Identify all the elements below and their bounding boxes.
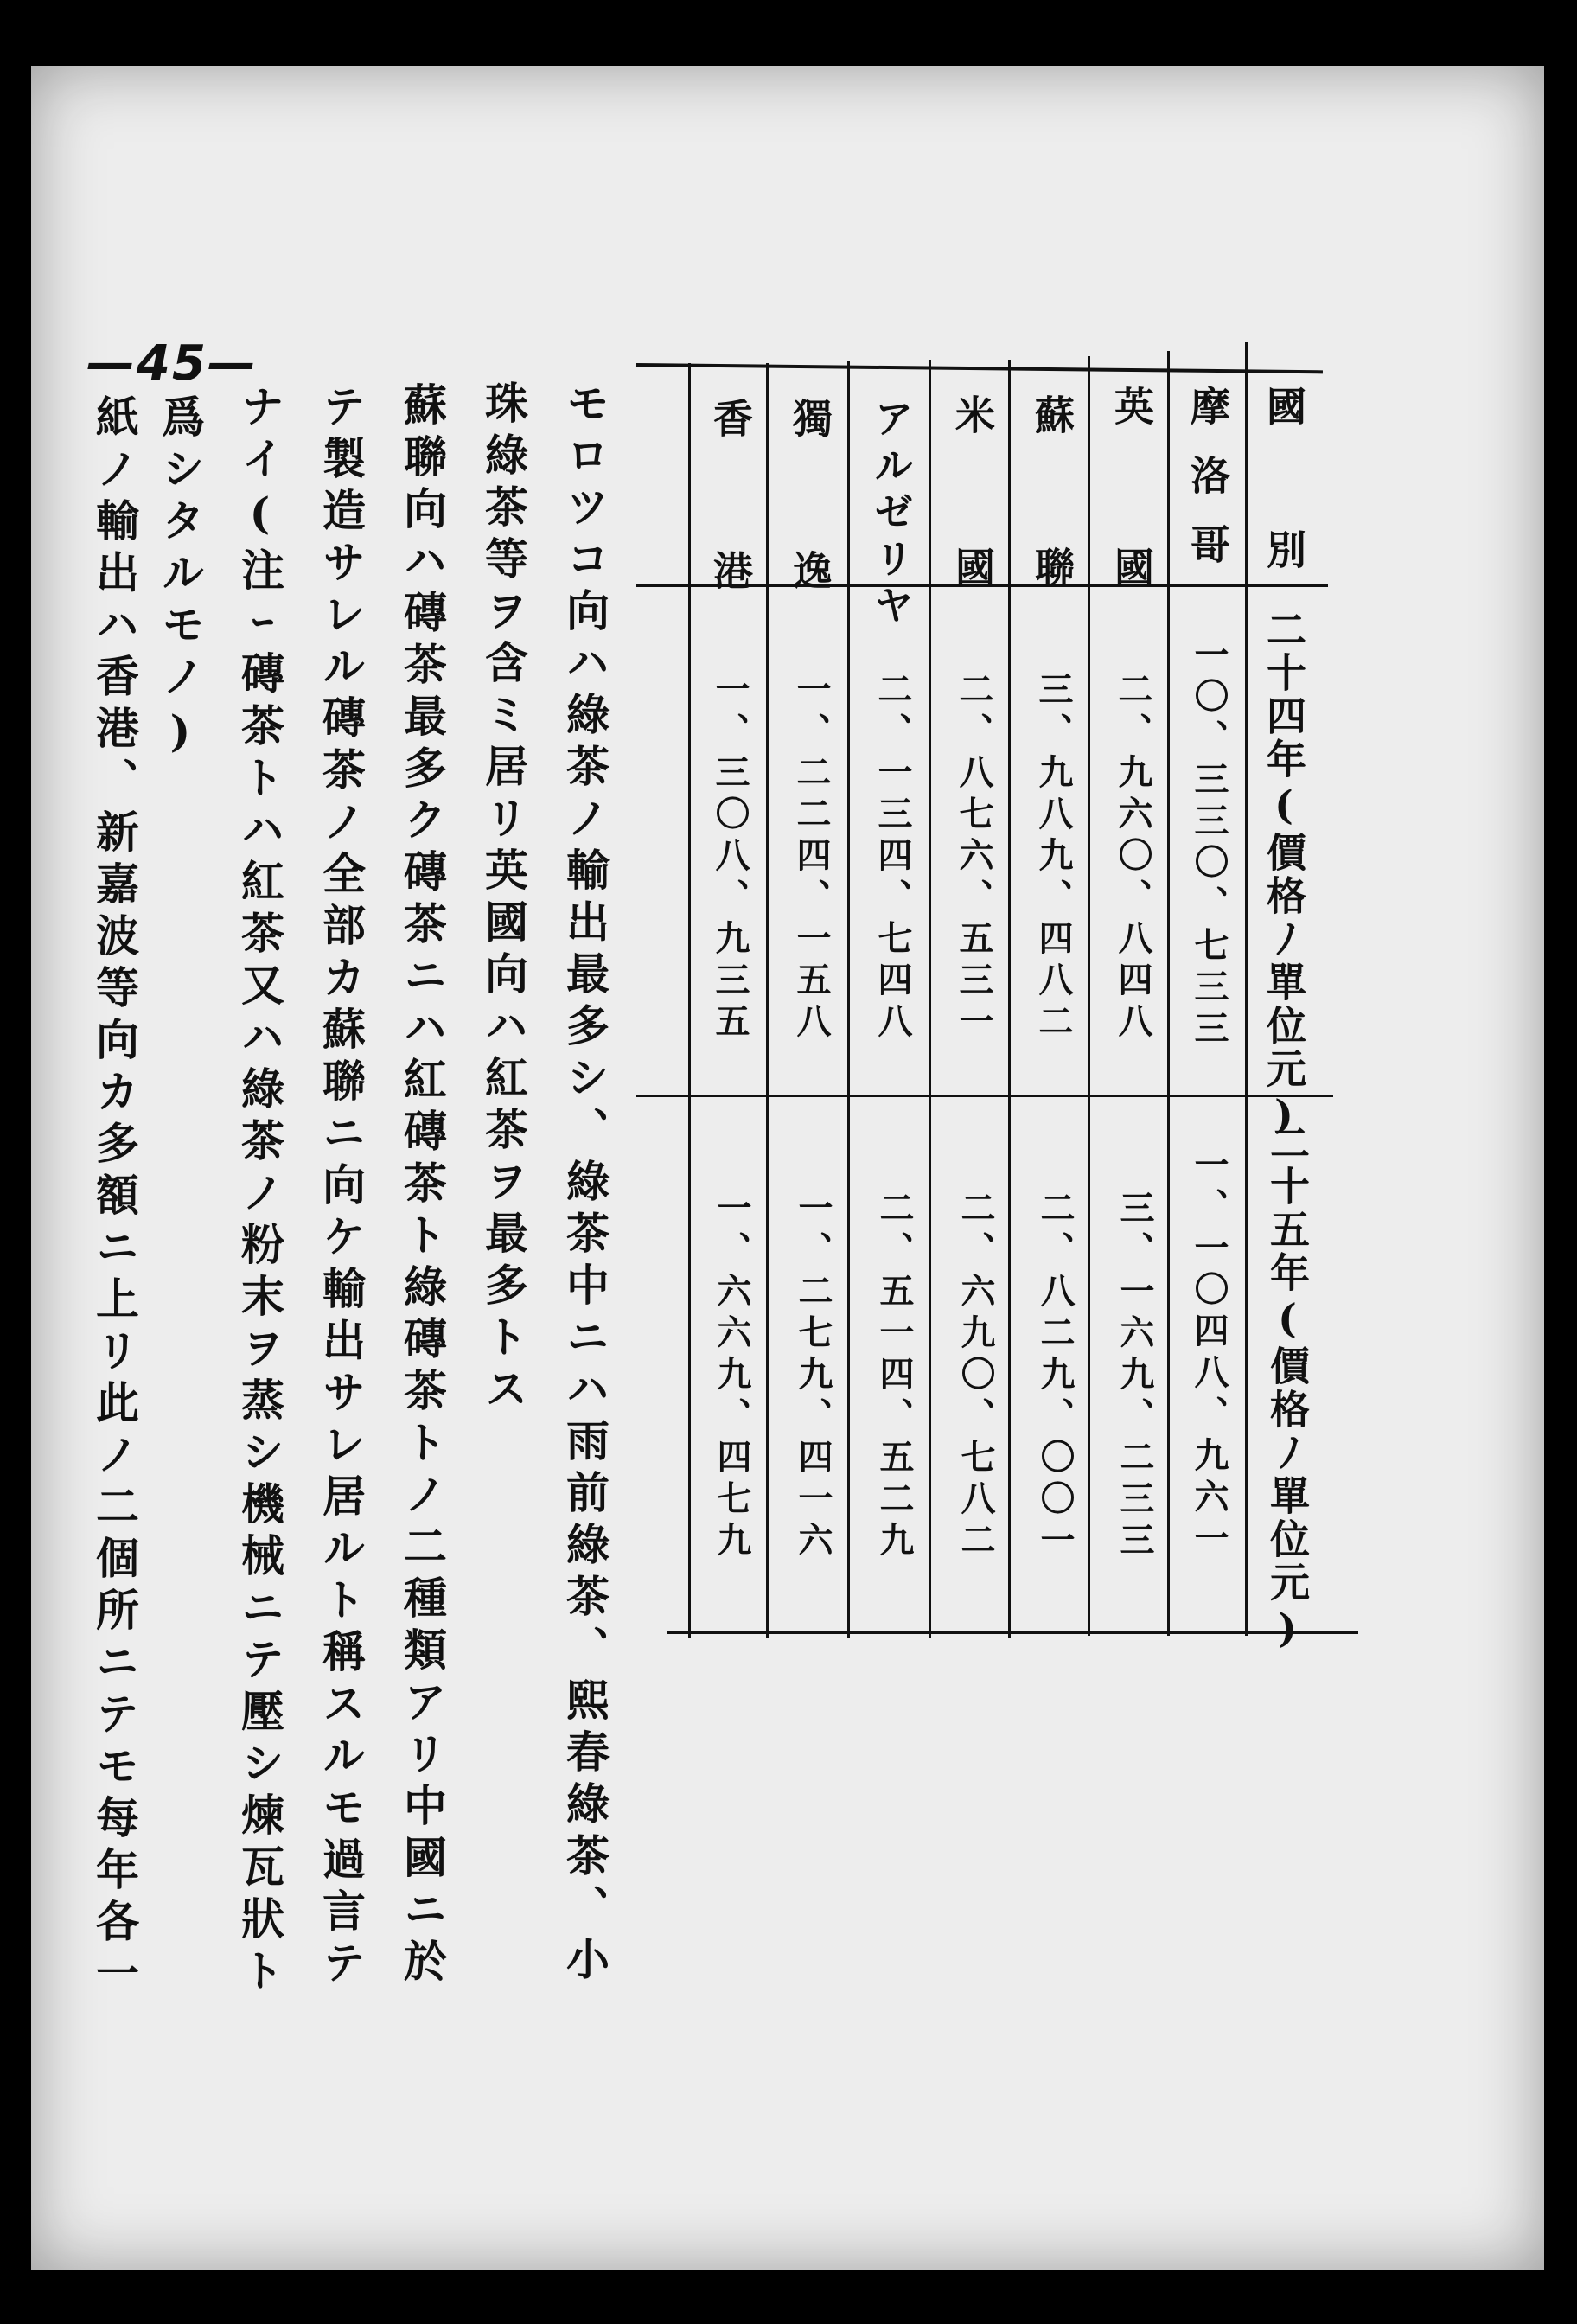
body-line: 珠綠茶等ヲ含ミ居リ英國向ハ紅茶ヲ最多トス (478, 380, 529, 1418)
row-country: 摩洛哥 (1184, 386, 1231, 593)
header-year-2: 二十五年(價格ﾉ單位元) (1264, 1122, 1311, 1655)
row-value-2: 一、一〇四八、九六一 (1189, 1146, 1229, 1561)
row-country: アルゼリヤ (868, 398, 915, 631)
row-value-1: 一、二二四、一五八 (791, 671, 832, 1044)
row-value-2: 一、二七九、四一六 (793, 1190, 833, 1563)
row-country: 蘇聯 (1029, 394, 1076, 699)
body-line: 蘇聯向ハ磚茶最多ク磚茶ニハ紅磚茶ト綠磚茶トノ二種類アリ中國ニ於 (397, 382, 448, 1990)
row-value-1: 三、九八九、四八二 (1033, 671, 1074, 1044)
row-country: 英國 (1108, 386, 1155, 707)
body-line: 紙ノ輸出ハ香港、新嘉波等向カ多額ニ上リ此ノ二個所ニテモ每年各一 (89, 394, 140, 2002)
row-value-1: 一、三〇八、九三五 (710, 671, 750, 1044)
row-value-1: 二、九六〇、八四八 (1113, 671, 1153, 1044)
page-number: —45— (86, 335, 258, 392)
body-line: テ製造サレル磚茶ノ全部カ蘇聯ニ向ケ輸出サレ居ルト稱スルモ過言テ (316, 384, 367, 1992)
row-value-1: 一〇、三三〇、七三三 (1189, 636, 1229, 1051)
document-page (31, 66, 1544, 2270)
row-value-2: 一、六六九、四七九 (712, 1190, 752, 1563)
row-country: 香港 (707, 398, 754, 702)
row-value-2: 三、一六九、二三三 (1114, 1190, 1155, 1563)
row-country: 獨逸 (787, 398, 833, 702)
header-year-1: 二十四年(價格ﾉ單位元) (1261, 609, 1307, 1141)
row-value-1: 二、八七六、五三一 (954, 671, 994, 1044)
body-line: ナイ(注ｰ磚茶トハ紅茶又ハ綠茶ノ粉末ヲ蒸シ機械ニテ壓シ煉瓦狀ト (234, 384, 285, 2000)
body-line: モロツコ向ハ綠茶ノ輸出最多シ、綠茶中ニハ雨前綠茶、熙春綠茶、小 (559, 380, 610, 1989)
header-country: 國別 (1261, 386, 1307, 673)
row-value-1: 二、一三四、七四八 (872, 671, 913, 1044)
row-country: 米國 (949, 394, 996, 699)
body-line: 爲シタルモノ) (155, 394, 206, 765)
row-value-2: 二、五一四、五二九 (874, 1190, 915, 1563)
row-value-2: 二、六九〇、七八二 (955, 1190, 996, 1563)
row-value-2: 二、八二九、〇〇一 (1035, 1190, 1076, 1563)
